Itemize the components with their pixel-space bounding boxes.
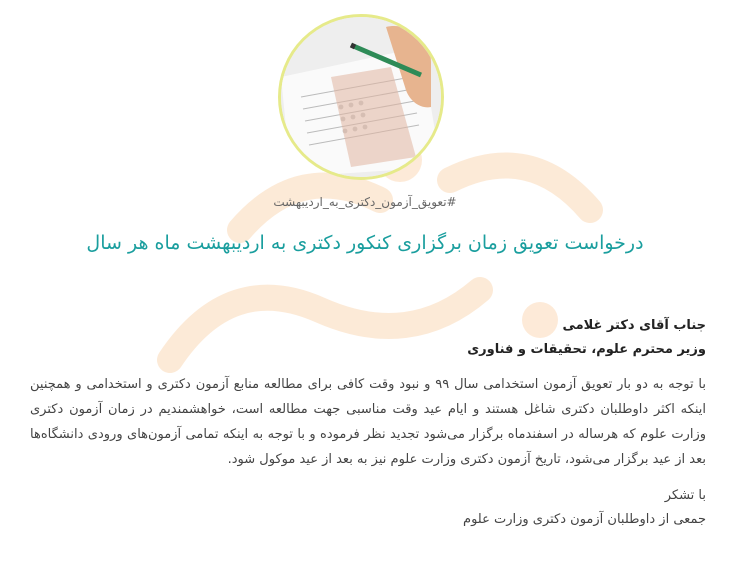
recipient-name: جناب آقای دکتر غلامی [562,318,706,333]
closing-thanks: با تشکر [664,488,706,503]
closing-signature: جمعی از داوطلبان آزمون دکتری وزارت علوم [463,512,706,527]
hashtag-label[interactable]: #تعویق_آزمون_دکتری_به_اردیبهشت [273,195,457,209]
hero-image [278,14,444,180]
letter-paragraph: با توجه به دو بار تعویق آزمون استخدامی سال ۹۹ و نبود وقت کافی برای مطالعه منابع آزمون دکتری و استخدامی و همچنین اینکه اکثر داوطلبان دکتری شاغل هستند و ایام عید وقت مناسبی جهت مطالعه است، خواهشمندیم در زمان آزمون دکتری وزارت علوم که هرساله در اسفندماه برگزار می‌شود تجدید نظر فرموده و با توجه به اینکه تمامی آزمون‌های ورودی دانشگاه‌ها بعد از عید برگزار می‌شود، تاریخ آزمون دکتری وزارت علوم نیز به بعد از عید موکول شود. [30,377,707,467]
letter-body [30,314,706,532]
recipient-position: وزیر محترم علوم، تحقیقات و فناوری [467,342,706,357]
page-title: درخواست تعویق زمان برگزاری کنکور دکتری به اردیبهشت ماه هر سال [86,232,644,254]
